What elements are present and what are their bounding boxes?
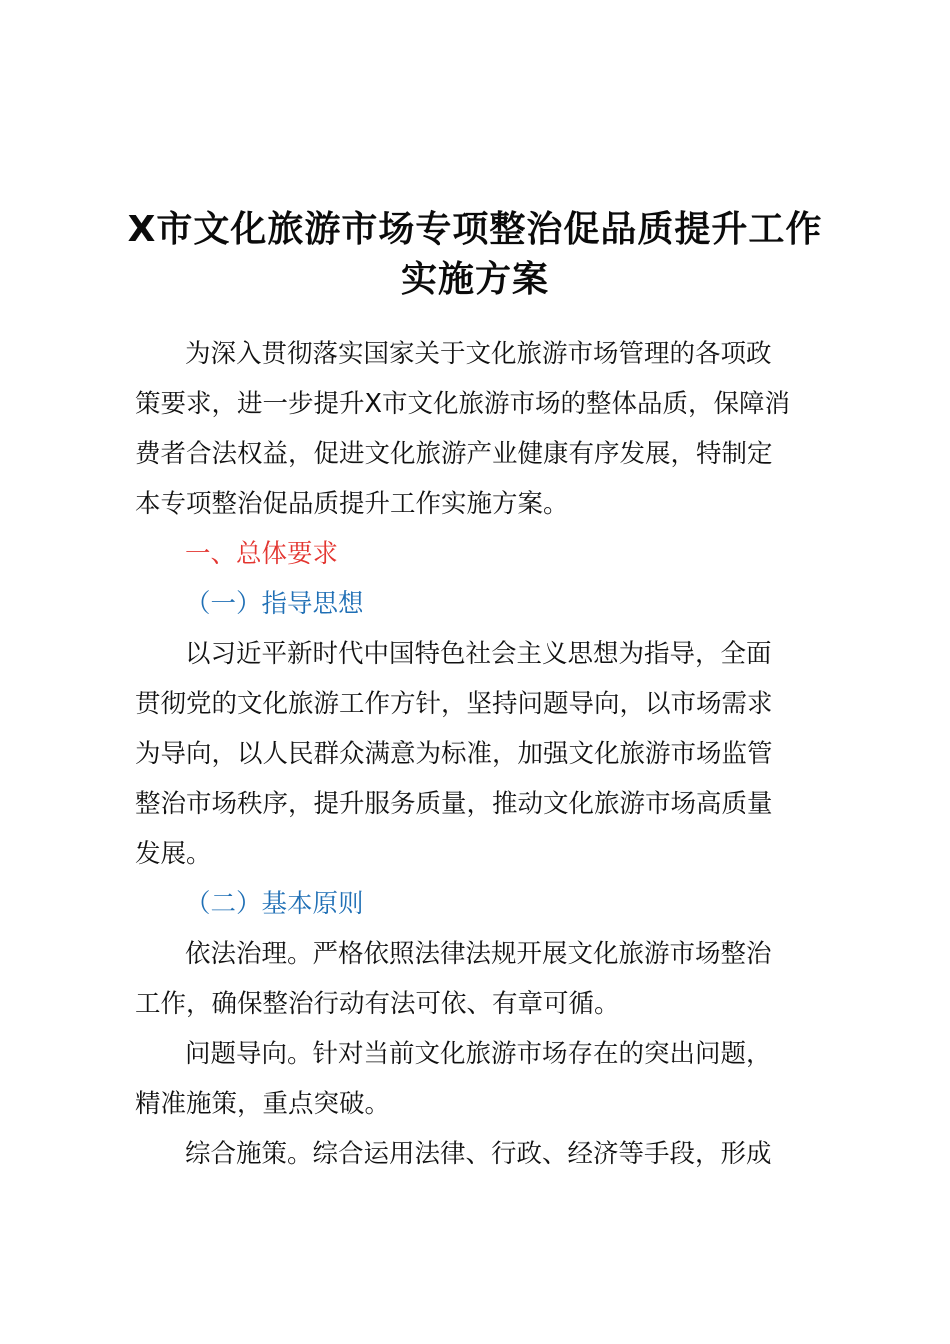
intro-line-2: 策要求，进一步提升X市文化旅游市场的整体品质，保障消	[135, 389, 790, 419]
guiding-line-2: 贯彻党的文化旅游工作方针，坚持问题导向，以市场需求	[135, 689, 773, 719]
principle-problem-oriented-line-1: 问题导向。针对当前文化旅游市场存在的突出问题，	[185, 1039, 772, 1069]
principle-comprehensive-line-1: 综合施策。综合运用法律、行政、经济等手段，形成	[185, 1139, 772, 1169]
section-heading-general-requirements: 一、总体要求	[185, 539, 339, 569]
subsection-heading-guiding-ideology: （一）指导思想	[185, 589, 364, 619]
intro-line-1: 为深入贯彻落实国家关于文化旅游市场管理的各项政	[185, 339, 772, 369]
guiding-line-3: 为导向，以人民群众满意为标准，加强文化旅游市场监管	[135, 739, 773, 769]
intro-line-4: 本专项整治促品质提升工作实施方案。	[135, 489, 569, 519]
principle-problem-oriented-line-2: 精准施策，重点突破。	[135, 1089, 391, 1119]
guiding-line-1: 以习近平新时代中国特色社会主义思想为指导，全面	[185, 639, 772, 669]
guiding-line-5: 发展。	[135, 839, 212, 869]
subsection-heading-basic-principles: （二）基本原则	[185, 889, 364, 919]
document-title-line-1: X市文化旅游市场专项整治促品质提升工作	[127, 209, 823, 250]
principle-rule-of-law-line-1: 依法治理。严格依照法律法规开展文化旅游市场整治	[185, 939, 772, 969]
intro-line-3: 费者合法权益，促进文化旅游产业健康有序发展，特制定	[135, 439, 773, 469]
principle-rule-of-law-line-2: 工作，确保整治行动有法可依、有章可循。	[135, 989, 620, 1019]
document-title-line-2: 实施方案	[400, 259, 549, 300]
guiding-line-4: 整治市场秩序，提升服务质量，推动文化旅游市场高质量	[135, 789, 773, 819]
